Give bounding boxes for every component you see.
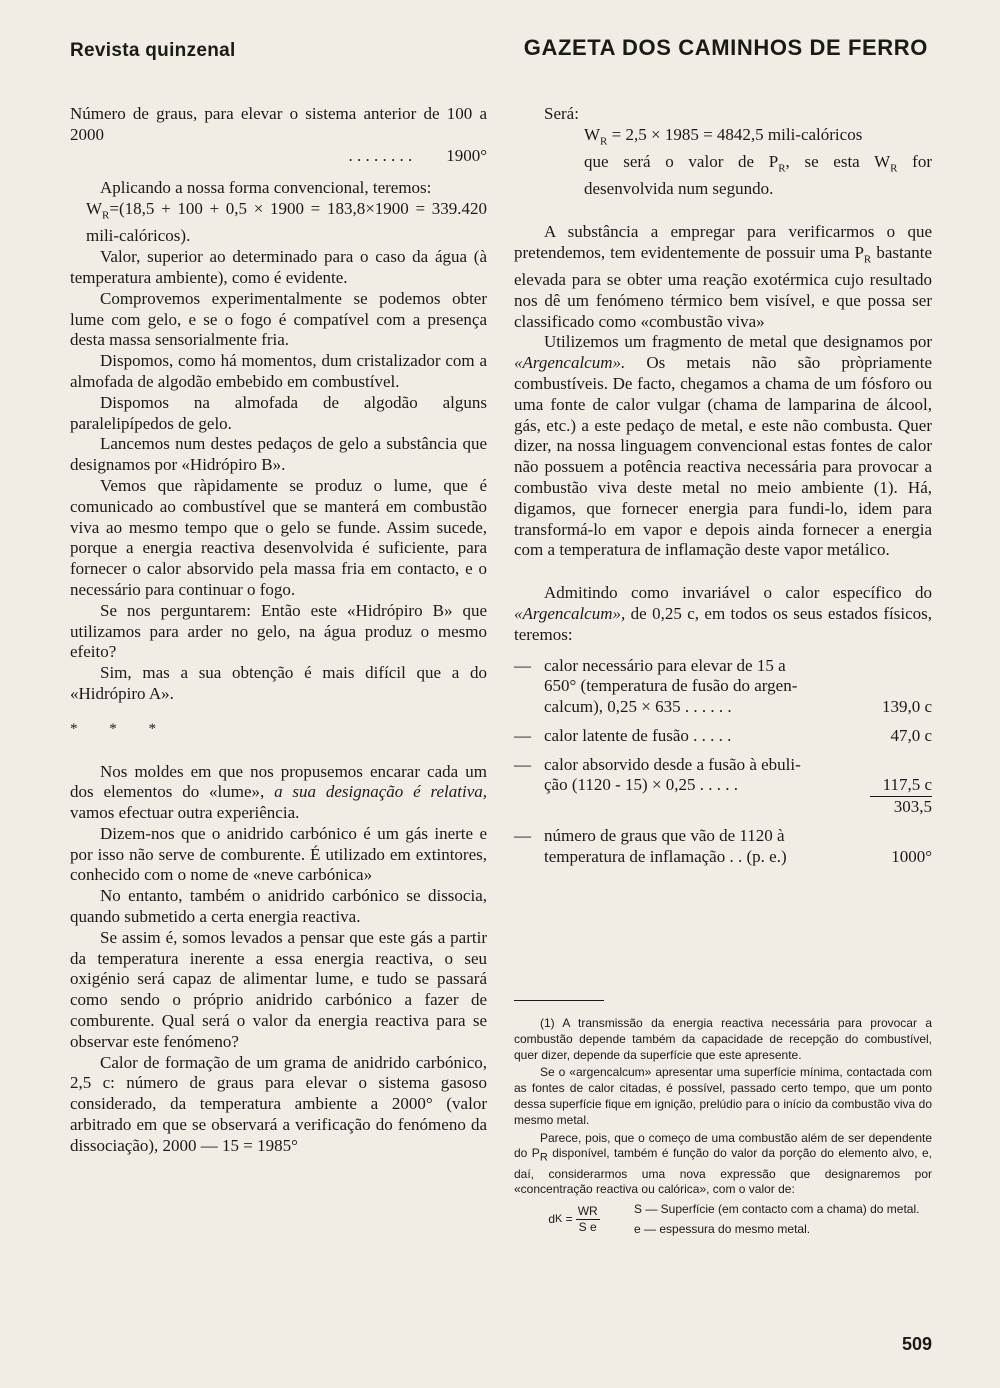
paragraph: Sim, mas a sua obtenção é mais difícil que a do «Hidrópiro A».	[70, 663, 487, 703]
footnote-rule	[514, 1000, 604, 1001]
paragraph: Utilizemos um fragmento de metal que designamos por «Argencalcum». Os metais não são pròpriamente combustíveis. De facto, chegamos a chama de um fósforo ou uma fonte de calor vulgar (chama de lamparina de álcool, gás, etc.) a este pedaço de metal, e este não combusta. Quer dizer, na nossa linguagem convencional estas fontes de calor não possuem a potência reactiva necessária para provocar a combustão viva deste metal no meio ambiente (1). Há, digamos, que fornecer energia para fundi-lo, idem para transformá-lo em vapor e depois ainda fornecer a energia com a temperatura de inflamação deste vapor metálico.	[514, 332, 932, 560]
sum-total: 303,5	[870, 796, 932, 818]
list-item: — calor necessário para elevar de 15 a 650° (temperatura de fusão do argen- calcum), 0,25 × 635 . . . . . . 139,0 c	[514, 655, 932, 717]
dot-leader: . . . . . . . . 1900°	[348, 145, 487, 165]
legend-thickness: e — espessura do mesmo metal.	[634, 1221, 811, 1236]
paragraph: Lancemos num destes pedaços de gelo a substância que designamos por «Hidrópiro B».	[70, 434, 487, 475]
list-item: — calor latente de fusão . . . . . 47,0 c	[514, 725, 932, 745]
right-column	[514, 104, 932, 868]
paragraph: Será:	[544, 104, 579, 123]
paragraph: Valor, superior ao determinado para o caso da água (à temperatura ambiente), como é evidente.	[70, 247, 487, 287]
footnote-paragraph: (1) A transmissão da energia reactiva necessária para provocar a combustão depende também da capacidade de recepção do combustível, quer dizer, depende da superfície que este apresente.	[514, 1016, 932, 1062]
paragraph: Aplicando a nossa forma convencional, teremos:	[100, 178, 432, 198]
list-item: — número de graus que vão de 1120 à temperatura de inflamação . . (p. e.) 1000°	[514, 826, 932, 866]
paragraph: Comprovemos experimentalmente se podemos obter lume com gelo, e se o fogo é compatível com a presença desta massa sensorialmente fria.	[70, 288, 487, 350]
footnote-paragraph: Parece, pois, que o começo de uma combustão além de ser dependente do $P_R$ disponível, também é função do valor da porção do elemento alvo, e, daí, considerarmos uma nova expressão que designaremos por «concentração reactiva ou calórica», com o valor de:	[514, 1130, 933, 1197]
paragraph: Vemos que ràpidamente se produz o lume, que é comunicado ao combustível que se manterá em combustão viva ao mesmo tempo que o gelo se funde. Assim sucede, porque a energia reactiva desenvolvida é suficiente, para fornecer o calor absorvido pela massa fria em contacto, e o necessário para continuar o fogo.	[70, 475, 487, 599]
paragraph: que será o valor de $P_R$, se esta $W_R$ for desenvolvida num segundo.	[584, 151, 932, 199]
paragraph: Dizem-nos que o anidrido carbónico é um gás inerte e por isso não serve de comburente. É utilizado em extintores, conhecido com o nome de «neve carbónica»	[70, 823, 487, 885]
formula-line: $W_R=(18,5 + 100 + 0,5 \times 1900 = 183,8\times 1900 = 339.420$ mili-calóricos).	[86, 199, 487, 246]
paragraph: No entanto, também o anidrido carbónico se dissocia, quando submetido a certa energia reactiva.	[70, 886, 487, 927]
footnote	[514, 1016, 932, 1238]
heat-calculation-list	[514, 656, 932, 868]
footnote-paragraph: Se o «argencalcum» apresentar uma superfície mínima, contactada com as fontes de calor citadas, é possível, passado certo tempo, que um ponto dessa superfície fique em ignição, prelúdio para o início da combustão viva do mesmo metal.	[514, 1065, 932, 1127]
paragraph: A substância a empregar para verificarmos o que pretendemos, tem evidentemente de possuir uma $P_R$ bastante elevada para se obter uma reação exotérmica cujo resultado nos dê um fenómeno térmico bem visível, e que possa ser classificado como «combustão viva»	[514, 221, 933, 331]
paragraph: Se nos perguntarem: Então este «Hidrópiro B» que utilizamos para arder no gelo, na água produz o mesmo efeito?	[70, 600, 487, 662]
list-item: — calor absorvido desde a fusão à ebuli- ção (1120 - 15) × 0,25 . . . . . 117,5 c 303,5	[514, 754, 932, 817]
paragraph: Se assim é, somos levados a pensar que este gás a partir da temperatura inerente a essa energia reactiva, o seu oxigénio será capaz de alimentar lume, e tudo se passará como sendo o próprio anidrido carbónico a fazer de comburente. Qual será o valor da energia reactiva para se observar este fenómeno?	[70, 927, 487, 1051]
running-head-left: Revista quinzenal	[70, 40, 236, 61]
paragraph: Nos moldes em que nos propusemos encarar cada um dos elementos do «lume», a sua designação é relativa, vamos efectuar outra experiência.	[70, 761, 487, 823]
left-column	[70, 104, 487, 1157]
paragraph: Admitindo como invariável o calor específico do «Argencalcum», de 0,25 c, em todos os seus estados físicos, teremos:	[514, 583, 932, 644]
formula-line: $W_R = 2,5 \times 1985 = 4842,5$ mili-calóricos	[584, 124, 863, 148]
legend-surface: S — Superfície (em contacto com a chama) do metal.	[634, 1202, 920, 1217]
section-separator: * * *	[70, 720, 170, 737]
paragraph: Dispomos na almofada de algodão alguns paralelipípedos de gelo.	[70, 392, 487, 433]
paragraph: Dispomos, como há momentos, dum cristalizador com a almofada de algodão embebido em combustível.	[70, 351, 487, 391]
running-head-right: GAZETA DOS CAMINHOS DE FERRO	[523, 35, 928, 60]
paragraph: Número de graus, para elevar o sistema anterior de 100 a 2000 . . . . . . . . 1900°	[70, 104, 487, 165]
paragraph: Calor de formação de um grama de anidrido carbónico, 2,5 c: número de graus para elevar o sistema gasoso considerado, da temperatura ambiente a 2000° (valor arbitrado em que se observará a verificação do fenómeno da dissociação), 2000 — 15 = 1985°	[70, 1052, 487, 1155]
page-number: 509	[901, 1334, 932, 1354]
concentration-formula: d K = $\frac{WR}{\text{S e}}$ S — Superfície (em contacto com a chama) do metal. e — espessura do mesmo metal.	[514, 1202, 932, 1238]
